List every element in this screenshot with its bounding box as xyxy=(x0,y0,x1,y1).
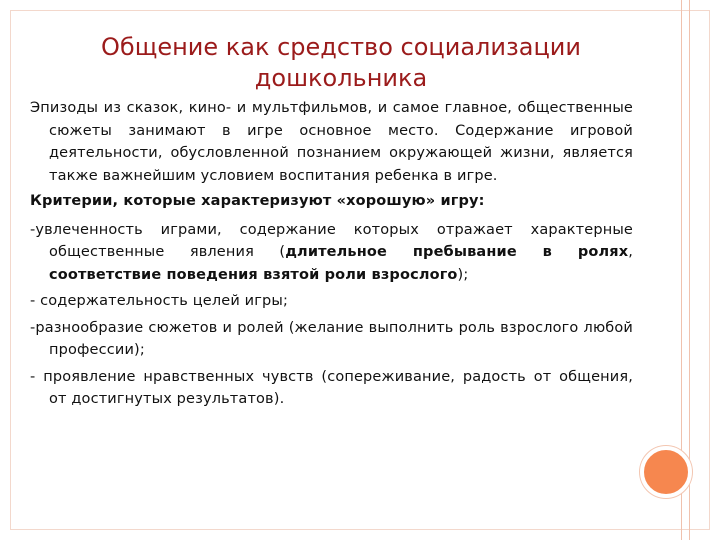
frame-border-top xyxy=(10,10,710,11)
frame-border-bottom xyxy=(10,529,710,530)
title-line-1: Общение как средство социализации xyxy=(101,33,581,61)
decorative-circle-icon xyxy=(640,446,692,498)
criteria-heading: Критерии, которые характеризуют «хорошую» игру: xyxy=(30,193,485,209)
item-1-text-mid: , xyxy=(628,244,633,260)
criteria-item-3: -разнообразие сюжетов и ролей (желание выполнить роль взрослого любой профессии); xyxy=(30,319,633,358)
frame-border-left xyxy=(10,10,11,530)
item-1-bold-2: соответствие поведения взятой роли взрослого xyxy=(49,266,458,283)
criteria-item-2: - содержательность целей игры; xyxy=(30,293,288,309)
item-1-text-start: -увлеченность играми, содержание которых отражает характерные общественные явления ( xyxy=(30,221,633,260)
intro-paragraph: Эпизоды из сказок, кино- и мультфильмов, и самое главное, общественные сюжеты занимают в игре основное место. Содержание игровой деятельности, обусловленной познанием окружающей жизни, является также важнейшим условием воспитания ребенка в игре. xyxy=(30,100,633,184)
decorative-vertical-line xyxy=(689,0,690,540)
criteria-item-4: - проявление нравственных чувств (сопереживание, радость от общения, от достигнутых результатов). xyxy=(30,368,633,407)
title-line-2: дошкольника xyxy=(254,64,428,92)
item-1-text-end: ); xyxy=(457,266,469,283)
slide-body xyxy=(30,97,633,415)
criteria-item-1 xyxy=(30,219,633,287)
slide-title xyxy=(36,32,646,94)
frame-border-right xyxy=(709,10,710,530)
item-1-bold-1: длительное пребывание в ролях xyxy=(285,244,629,260)
